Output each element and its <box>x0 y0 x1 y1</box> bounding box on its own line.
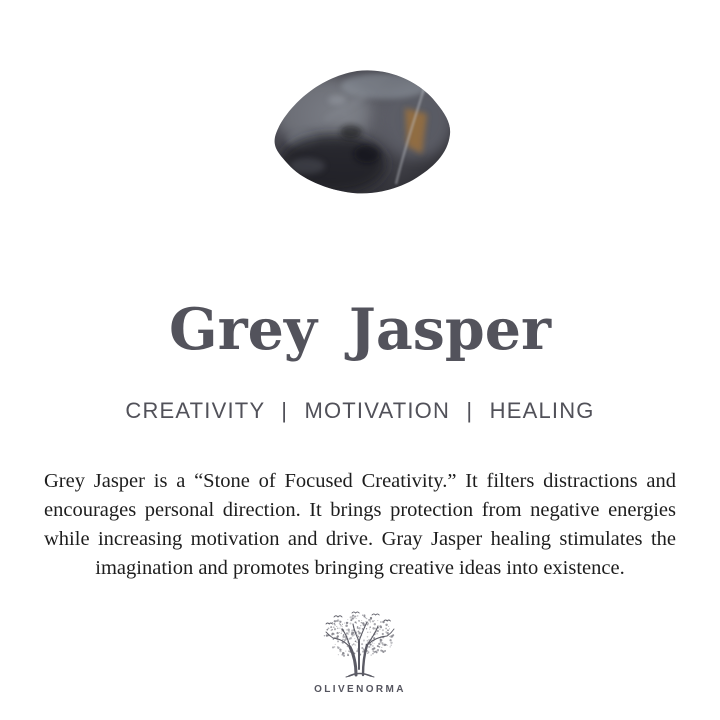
page-title: Grey Jasper <box>168 296 552 363</box>
grey-jasper-stone-photo <box>267 66 457 198</box>
brand-logo-block <box>0 611 720 695</box>
stone-image <box>267 66 457 198</box>
brand-name: OLIVENORMA <box>314 684 406 695</box>
tree-of-life-icon <box>320 611 400 681</box>
stone-description: Grey Jasper is a “Stone of Focused Creativity.” It filters distractions and encourages personal direction. It brings protection from negative energies while increasing motivation and drive. Gray Jasper healing stimulates the imagination and promotes bringing creative ideas into existence. <box>44 470 676 579</box>
stone-properties-subtitle: CREATIVITY | MOTIVATION | HEALING <box>125 398 595 423</box>
